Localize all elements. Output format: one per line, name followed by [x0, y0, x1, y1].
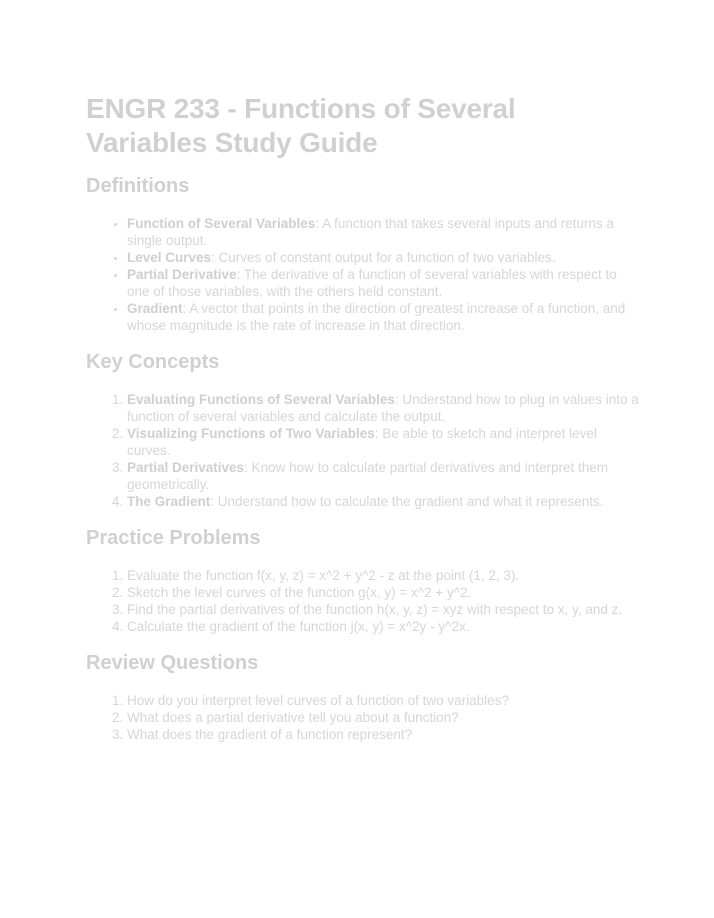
- concept-text: : Be able to sketch and interpret level curves.: [127, 426, 597, 458]
- concept-text: : Understand how to calculate the gradient and what it represents.: [210, 494, 604, 509]
- concept-term: Evaluating Functions of Several Variables: [127, 392, 395, 407]
- definition-term: Partial Derivative: [127, 267, 237, 282]
- definition-text: : A vector that points in the direction of greatest increase of a function, and whose magnitude is the rate of increase in that direction.: [127, 301, 626, 333]
- list-item: 1. How do you interpret level curves of a function of two variables?: [127, 692, 642, 709]
- list-item: [127, 249, 642, 266]
- definitions-list: [86, 215, 642, 334]
- concept-term: Partial Derivatives: [127, 460, 245, 475]
- definition-text: : Curves of constant output for a function of two variables.: [211, 250, 556, 265]
- list-item: 2. Sketch the level curves of the function g(x, y) = x^2 + y^2.: [127, 584, 642, 601]
- section-heading-review-questions: Review Questions: [86, 652, 259, 674]
- list-item: 1. Evaluate the function f(x, y, z) = x^2 + y^2 - z at the point (1, 2, 3).: [127, 567, 642, 584]
- definition-text: : The derivative of a function of several variables with respect to one of those variables, with the others held constant.: [127, 267, 617, 299]
- list-item: 3. What does the gradient of a function represent?: [127, 726, 642, 743]
- section-heading-key-concepts: Key Concepts: [86, 351, 220, 373]
- list-item: [127, 425, 642, 459]
- concept-term: The Gradient: [127, 494, 211, 509]
- section-heading-definitions: Definitions: [86, 175, 190, 197]
- concept-term: Visualizing Functions of Two Variables: [127, 426, 375, 441]
- definition-term: Gradient: [127, 301, 183, 316]
- concept-text: : Know how to calculate partial derivatives and interpret them geometrically.: [127, 460, 609, 492]
- section-heading-practice-problems: Practice Problems: [86, 527, 261, 549]
- definition-term: Function of Several Variables: [127, 216, 316, 231]
- concept-text: : Understand how to plug in values into a function of several variables and calculate the output.: [127, 392, 639, 424]
- list-item: 4. Calculate the gradient of the function j(x, y) = x^2y - y^2x.: [127, 618, 642, 635]
- key-concepts-list: [86, 391, 642, 510]
- definition-term: Level Curves: [127, 250, 212, 265]
- practice-problems-list: [86, 567, 642, 635]
- list-item: 3. Find the partial derivatives of the function h(x, y, z) = xyz with respect to x, y, and z.: [127, 601, 642, 618]
- list-item: 2. What does a partial derivative tell you about a function?: [127, 709, 642, 726]
- list-item: [127, 391, 642, 425]
- list-item: [127, 266, 642, 300]
- list-item: [127, 493, 642, 510]
- list-item: [127, 215, 642, 249]
- list-item: [127, 459, 642, 493]
- definition-text: : A function that takes several inputs and returns a single output.: [127, 216, 615, 248]
- review-questions-list: [86, 692, 642, 743]
- list-item: [127, 300, 642, 334]
- document-title: ENGR 233 - Functions of Several Variables Study Guide: [86, 93, 516, 158]
